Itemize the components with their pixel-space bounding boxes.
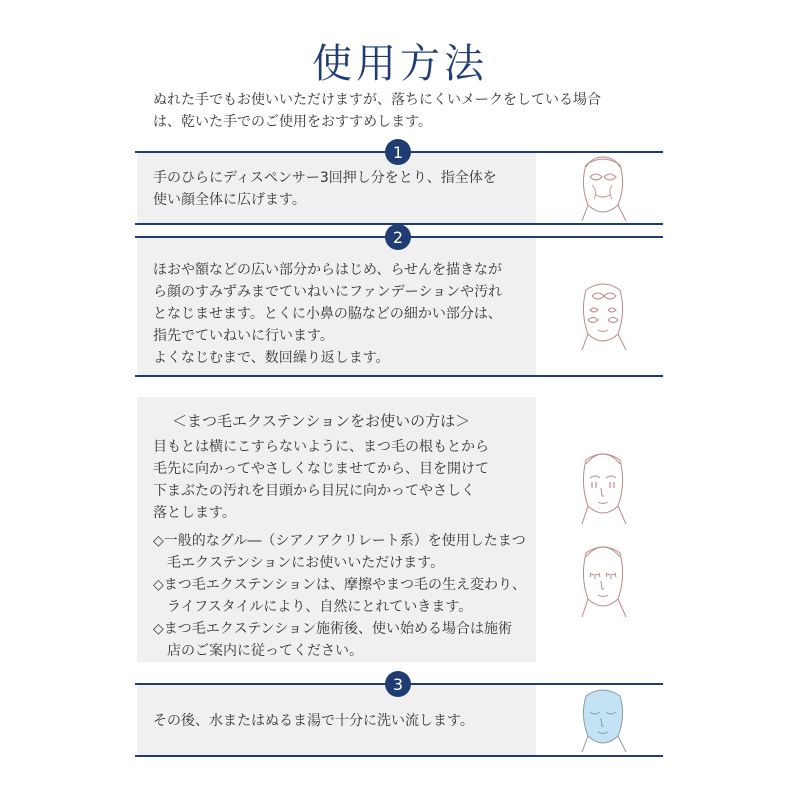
face-eyes-open-icon: [568, 450, 638, 530]
step-2-line: よくなじむまで、数回繰り返します。: [153, 350, 390, 366]
eyelash-notes: [153, 530, 533, 662]
intro-line: ぬれた手でもお使いいただけますが、落ちにくいメークをしている場合: [153, 92, 601, 108]
face-eyes-closed-icon: [568, 543, 638, 623]
eyelash-line: 下まぶたの汚れを目頭から目尻に向かってやさしく: [153, 483, 475, 499]
note-line: 毛エクステンションにお使いいただけます。: [167, 555, 445, 571]
step-3-badge: 3: [385, 671, 411, 697]
face-spiral-massage-icon: [568, 282, 638, 356]
step-2-line: 指先でていねいに行います。: [153, 328, 334, 344]
intro-line: は、乾いた手でのご使用をおすすめします。: [153, 114, 433, 130]
eyelash-heading: ＜まつ毛エクステンションをお使いの方は＞: [172, 412, 471, 430]
eyelash-note: [153, 574, 533, 618]
eyelash-line: 目もとは横にこすらないように、まつ毛の根もとから: [153, 439, 489, 455]
note-line: 店のご案内に従ってください。: [167, 643, 363, 659]
page-title: 使用方法: [312, 41, 488, 87]
face-spread-icon: [568, 155, 638, 227]
step-2-line: ほおや額などの広い部分からはじめ、らせんを描きなが: [153, 262, 503, 278]
eyelash-note: [153, 530, 533, 574]
eyelash-line: 毛先に向かってやさしくなじませてから、目を開けて: [153, 461, 489, 477]
eyelash-line: 落とします。: [153, 505, 236, 521]
step-2-badge: 2: [385, 224, 411, 250]
step-1-badge: 1: [385, 139, 411, 165]
step-2-line: となじませます。とくに小鼻の脇などの細かい部分は、: [153, 306, 502, 322]
note-line: ライフスタイルにより、自然にとれていきます。: [167, 599, 473, 615]
step-3-line: その後、水またはぬるま湯で十分に洗い流します。: [153, 713, 474, 729]
step-2-line: ら顔のすみずみまでていねいにファンデーションや汚れ: [153, 284, 503, 300]
note-line: ◇まつ毛エクステンション施術後、使い始める場合は施術: [153, 621, 513, 637]
note-line: ◇まつ毛エクステンションは、摩擦やまつ毛の生え変わり、: [153, 577, 527, 593]
step-1-line: 手のひらにディスペンサー3回押し分をとり、指全体を: [153, 170, 497, 186]
face-rinse-icon: [568, 686, 638, 758]
step-2-bottom-rule: [135, 375, 663, 377]
intro-text: [153, 89, 673, 133]
eyelash-body: [153, 436, 533, 524]
step-3-text: [153, 710, 533, 732]
step-2-text: [153, 259, 533, 369]
step-1-text: [153, 167, 533, 211]
eyelash-note: [153, 618, 533, 662]
step-1-line: 使い顔全体に広げます。: [153, 192, 306, 208]
note-line: ◇一般的なグル―（シアノアクリレート系）を使用したまつ: [153, 533, 526, 549]
